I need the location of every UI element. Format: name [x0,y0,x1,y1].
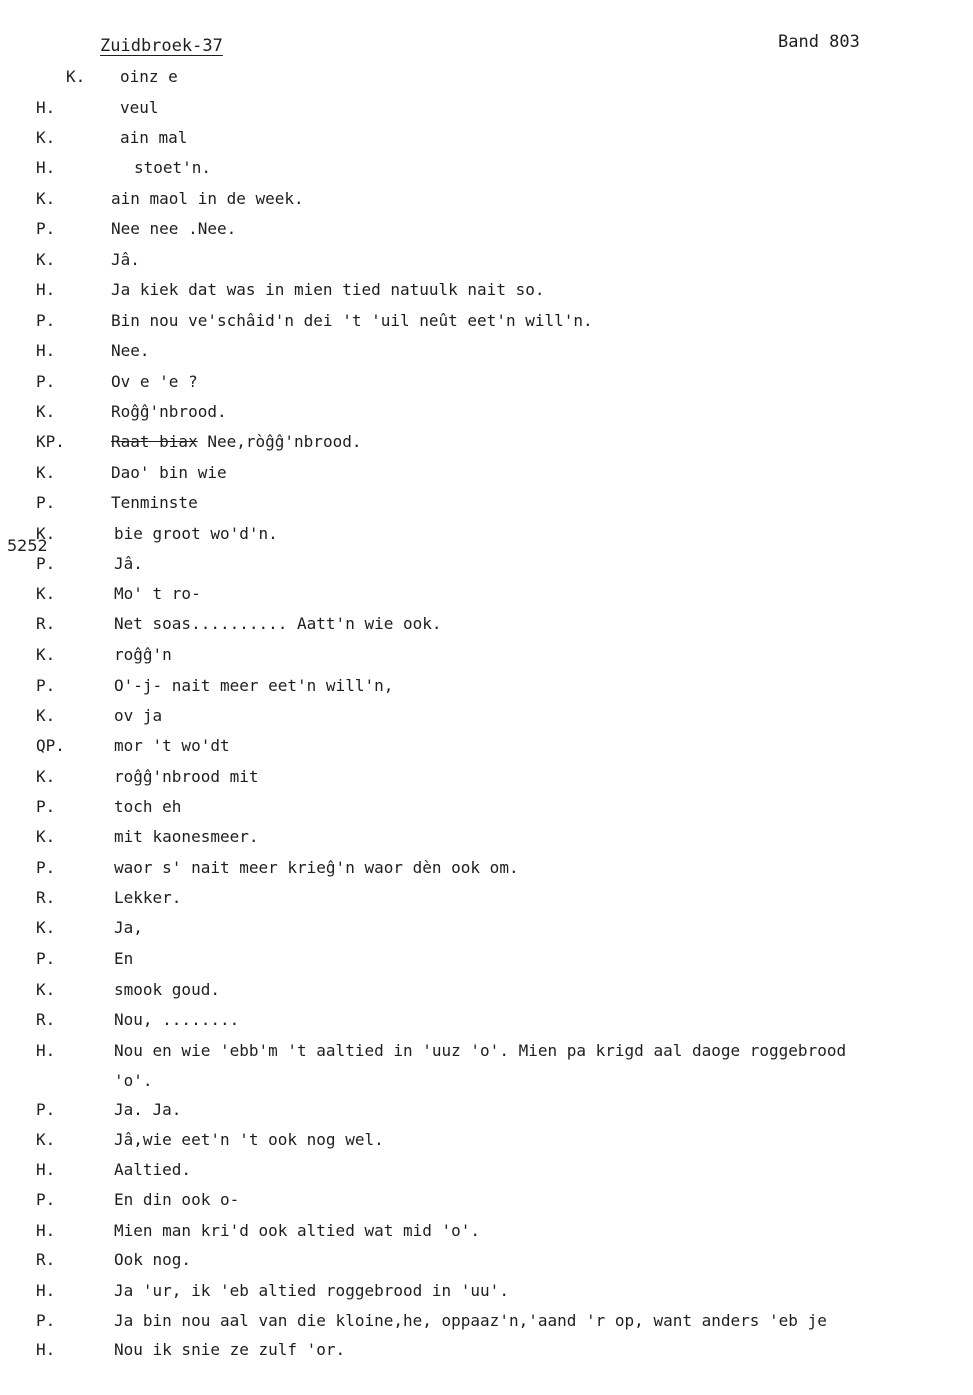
transcript-line [0,1009,973,1037]
transcript-line [0,1040,973,1068]
transcript-line [0,462,973,490]
transcript-line [0,613,973,641]
speaker-label: H. [36,158,56,177]
utterance-text: Nee. [111,341,150,360]
speaker-label: P. [36,554,56,573]
utterance-text: toch eh [114,797,182,816]
transcript-line [0,310,973,338]
utterance-text: Lekker. [114,888,182,907]
margin-note: 5252 [7,536,48,555]
speaker-label: K. [36,250,56,269]
utterance-text: Ja. Ja. [114,1100,182,1119]
speaker-label: P. [36,676,56,695]
speaker-label: P. [36,493,56,512]
speaker-label: K. [36,189,56,208]
transcript-line [0,979,973,1007]
speaker-label: K. [36,128,56,147]
transcript-line [0,157,973,185]
speaker-label: H. [36,1340,56,1359]
speaker-label: K. [36,918,56,937]
transcript-line [0,766,973,794]
utterance-text: roĝĝ'n [114,645,172,664]
transcript-line [0,340,973,368]
utterance-text: Bin nou ve'schâid'n dei 't 'uil neût eet'n will'n. [111,311,593,330]
speaker-label: K. [36,827,56,846]
transcript-line [0,279,973,307]
utterance-text: Ja bin nou aal van die kloine,he, oppaaz'n,'aand 'r op, want anders 'eb je [114,1311,827,1330]
transcript-line [0,1249,973,1277]
speaker-label: H. [36,1281,56,1300]
utterance-text: Net soas.......... Aatt'n wie ook. [114,614,442,633]
utterance-text: Roĝĝ'nbrood. [111,402,227,421]
speaker-label: R. [36,614,56,633]
speaker-label: P. [36,949,56,968]
transcript-line [0,553,973,581]
utterance-text: ain maol in de week. [111,189,304,208]
speaker-label: H. [36,1221,56,1240]
transcript-line [0,644,973,672]
transcript-line [0,1310,973,1338]
speaker-label: K. [36,645,56,664]
utterance-text: mor 't wo'dt [114,736,230,755]
speaker-label: K. [36,706,56,725]
transcript-line [0,371,973,399]
transcript-line [0,127,973,155]
utterance-text: Jâ. [111,250,140,269]
transcript-line [0,857,973,885]
transcript-line [0,796,973,824]
page-title: Zuidbroek-37 [100,36,223,56]
utterance-text: ain mal [120,128,188,147]
utterance-text: smook goud. [114,980,220,999]
utterance-text: ov ja [114,706,163,725]
transcript-line [0,917,973,945]
utterance-text: En [114,949,134,968]
speaker-label: R. [36,888,56,907]
transcript-line [0,1280,973,1308]
utterance-text: O'-j- nait meer eet'n will'n, [114,676,394,695]
transcript-line [0,1159,973,1187]
transcript-line [0,431,973,459]
transcript-line [0,523,973,551]
speaker-label: K. [66,67,86,86]
utterance-text: waor s' nait meer krieĝ'n waor dèn ook om. [114,858,519,877]
speaker-label: P. [36,858,56,877]
utterance-text: veul [120,98,159,117]
speaker-label: P. [36,372,56,391]
speaker-label: H. [36,280,56,299]
transcript-line [0,249,973,277]
utterance-text: Jâ,wie eet'n 't ook nog wel. [114,1130,384,1149]
speaker-label: K. [36,1130,56,1149]
transcript-line [0,97,973,125]
utterance-text: Ov e 'e ? [111,372,198,391]
speaker-label: P. [36,1100,56,1119]
transcript-line [0,675,973,703]
speaker-label: P. [36,219,56,238]
utterance-continuation: 'o'. [114,1071,153,1090]
utterance-text: Raat biax Nee,ròĝĝ'nbrood. [111,432,362,451]
speaker-label: P. [36,1190,56,1209]
struck-text: Raat biax [111,432,198,451]
transcript-line [0,887,973,915]
band-number: Band 803 [778,32,860,52]
transcript-line [0,735,973,763]
speaker-label: K. [36,402,56,421]
transcript-line [0,705,973,733]
utterance-text: mit kaonesmeer. [114,827,259,846]
speaker-label: K. [36,463,56,482]
utterance-text: roĝĝ'nbrood mit [114,767,259,786]
transcript-line [0,1339,973,1367]
transcript-line [0,1099,973,1127]
utterance-text: Ja 'ur, ik 'eb altied roggebrood in 'uu'. [114,1281,509,1300]
utterance-text: Dao' bin wie [111,463,227,482]
transcript-line [0,1220,973,1248]
transcript-line [0,66,973,94]
transcript-line [0,218,973,246]
utterance-text: stoet'n. [134,158,212,177]
transcript-line [0,826,973,854]
utterance-text: Ja, [114,918,143,937]
speaker-label: K. [36,524,56,543]
speaker-label: QP. [36,736,65,755]
speaker-label: R. [36,1250,56,1269]
speaker-label: H. [36,341,56,360]
speaker-label: H. [36,98,56,117]
utterance-text: bie groot wo'd'n. [114,524,278,543]
speaker-label: K. [36,584,56,603]
utterance-text: Mo' t ro- [114,584,201,603]
transcript-line [0,188,973,216]
speaker-label: K. [36,767,56,786]
transcript-line [0,1189,973,1217]
speaker-label: KP. [36,432,65,451]
transcript-line [0,1129,973,1157]
transcript-line [0,492,973,520]
utterance-text: Tenminste [111,493,198,512]
speaker-label: K. [36,980,56,999]
utterance-text: oinz e [120,67,178,86]
utterance-text: Nou ik snie ze zulf 'or. [114,1340,346,1359]
speaker-label: P. [36,311,56,330]
utterance-text: Nou, ........ [114,1010,240,1029]
transcript-line [0,948,973,976]
utterance-text: En din ook o- [114,1190,240,1209]
utterance-text: Mien man kri'd ook altied wat mid 'o'. [114,1221,481,1240]
speaker-label: H. [36,1041,56,1060]
speaker-label: P. [36,797,56,816]
utterance-text: Nou en wie 'ebb'm 't aaltied in 'uuz 'o'. Mien pa krigd aal daoge roggebrood [114,1041,847,1060]
speaker-label: H. [36,1160,56,1179]
utterance-text: Ook nog. [114,1250,192,1269]
speaker-label: P. [36,1311,56,1330]
utterance-text: Jâ. [114,554,143,573]
transcript-line [0,583,973,611]
transcript-line [0,401,973,429]
speaker-label: R. [36,1010,56,1029]
utterance-text: Aaltied. [114,1160,192,1179]
utterance-text: Ja kiek dat was in mien tied natuulk nait so. [111,280,545,299]
utterance-text: Nee nee .Nee. [111,219,237,238]
